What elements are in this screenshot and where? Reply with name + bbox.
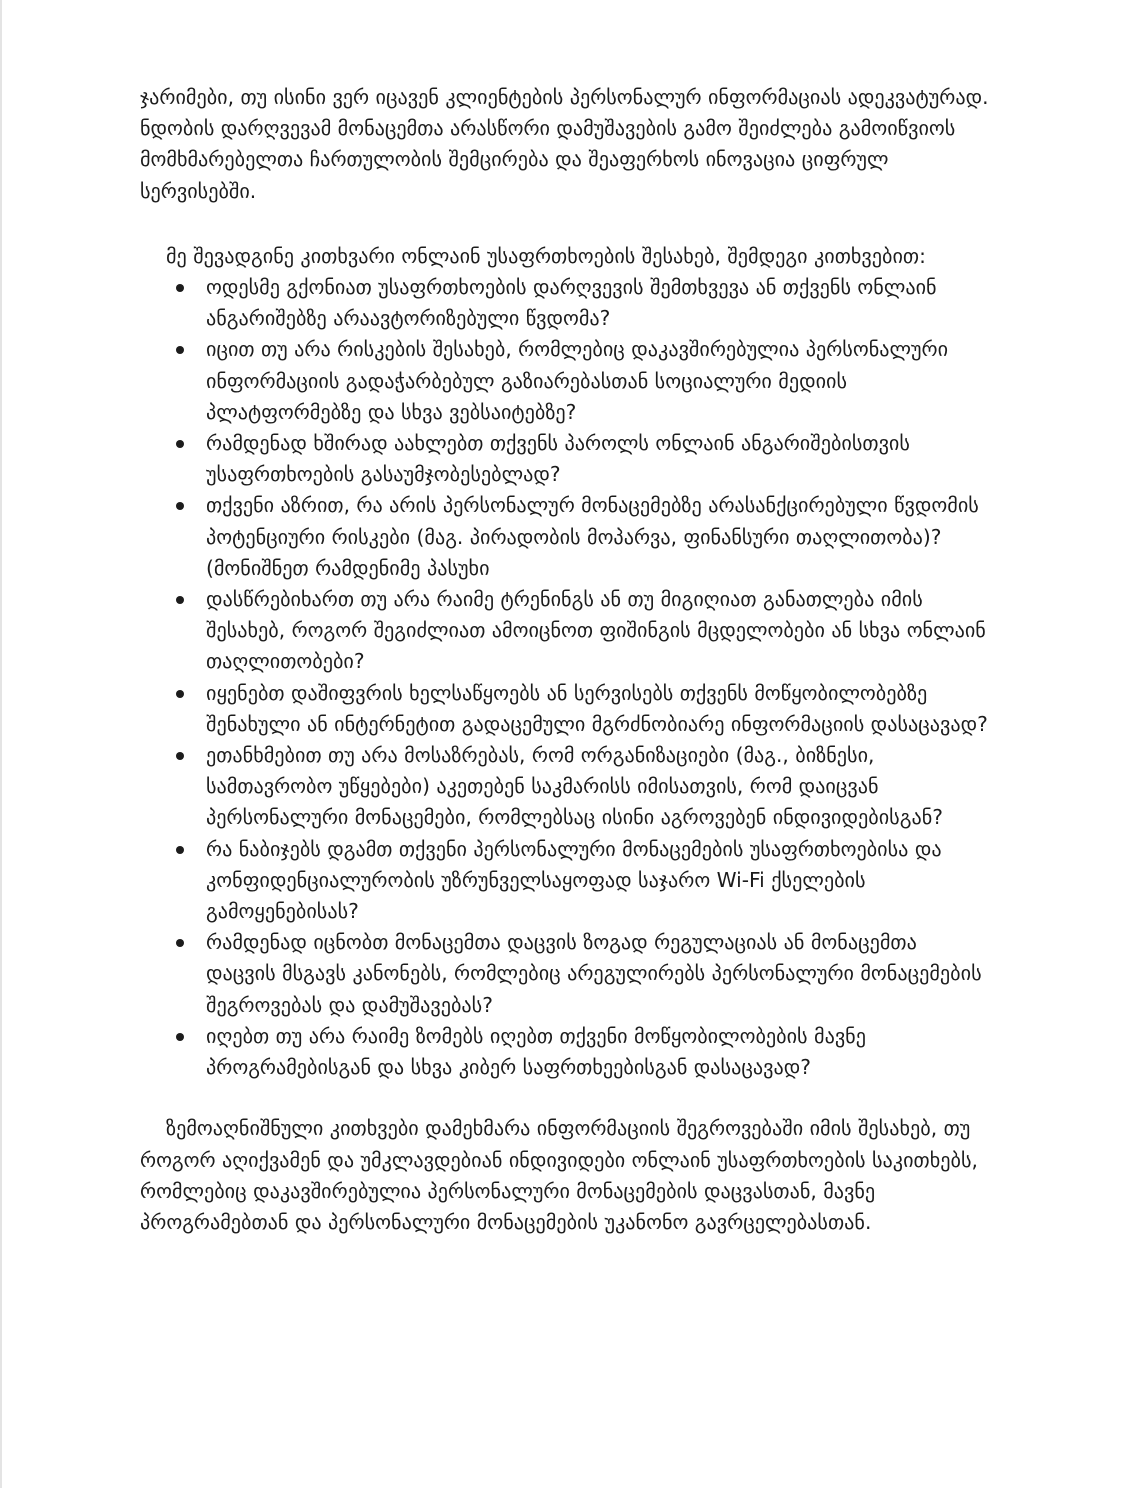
bullet-icon (176, 596, 184, 604)
list-item (140, 334, 990, 428)
list-item (140, 678, 990, 740)
list-item (140, 584, 990, 678)
list-item (140, 428, 990, 490)
list-item (140, 927, 990, 1021)
bullet-icon (176, 502, 184, 510)
question-text: რა ნაბიჯებს დგამთ თქვენი პერსონალური მონაცემების უსაფრთხოებისა და კონფიდენციალურობის უზრუნველსაყოფად საჯარო Wi-Fi ქსელების გამოყენებისას? (206, 836, 942, 924)
bullet-icon (176, 846, 184, 854)
bullet-icon (176, 939, 184, 947)
question-text: იცით თუ არა რისკების შესახებ, რომლებიც დაკავშირებულია პერსონალური ინფორმაციის გადაჭარბებულ გაზიარებასთან სოციალური მედიის პლატფორმებზე და სხვა ვებსაიტებზე? (206, 337, 949, 424)
question-text: იყენებთ დაშიფვრის ხელსაწყოებს ან სერვისებს თქვენს მოწყობილობებზე შენახული ან ინტერნეტით გადაცემული მგრძნობიარე ინფორმაციის დასაცავად? (206, 680, 988, 736)
question-text: თქვენი აზრით, რა არის პერსონალურ მონაცემებზე არასანქცირებული წვდომის პოტენციური რისკები (მაგ. პირადობის მოპარვა, ფინანსური თაღლითობა)? (მონიშნეთ რამდენიმე პასუხი (206, 493, 979, 580)
question-text: დასწრებიხართ თუ არა რაიმე ტრენინგს ან თუ მიგიღიათ განათლება იმის შესახებ, როგორ შეგიძლიათ ამოიცნოთ ფიშინგის მცდელობები ან სხვა ონლაინ თაღლითობები? (206, 587, 986, 674)
bullet-icon (176, 284, 184, 292)
question-text: რამდენად ხშირად აახლებთ თქვენს პაროლს ონლაინ ანგარიშებისთვის უსაფრთხოების გასაუმჯობესებლად? (206, 431, 910, 487)
closing-paragraph: ზემოაღნიშნული კითხვები დამეხმარა ინფორმაციის შეგროვებაში იმის შესახებ, თუ როგორ აღიქვამენ და უმკლავდებიან ინდივიდები ონლაინ უსაფრთხოების საკითხებს, რომლებიც დაკავშირებულია პერსონალური მონაცემების დაცვასთან, მავნე პროგრამებთან და პერსონალური მონაცემების უკანონო გავრცელებასთან. (140, 1116, 978, 1234)
question-text: იღებთ თუ არა რაიმე ზომებს იღებთ თქვენი მოწყობილობების მავნე პროგრამებისგან და სხვა კიბერ საფრთხეებისგან დასაცავად? (206, 1023, 866, 1080)
bullet-icon (176, 752, 184, 760)
list-item (140, 834, 990, 928)
list-item (140, 1021, 990, 1083)
bullet-icon (176, 690, 184, 698)
list-item (140, 272, 990, 334)
question-text: ოდესმე გქონიათ უსაფრთხოების დარღვევის შემთხვევა ან თქვენს ონლაინ ანგარიშებზე არაავტორიზებული წვდომა? (206, 275, 937, 331)
question-text: რამდენად იცნობთ მონაცემთა დაცვის ზოგად რეგულაციას ან მონაცემთა დაცვის მსგავს კანონებს, რომლებიც არეგულირებს პერსონალური მონაცემების შეგროვებას და დამუშავებას? (206, 930, 982, 1017)
questions-list (140, 272, 990, 1083)
bullet-icon (176, 346, 184, 354)
list-item (140, 490, 990, 584)
list-item (140, 740, 990, 834)
bullet-icon (176, 440, 184, 448)
intro-paragraph: ჯარიმები, თუ ისინი ვერ იცავენ კლიენტების პერსონალურ ინფორმაციას ადეკვატურად. ნდობის დარღვევამ მონაცემთა არასწორი დამუშავების გამო შეიძლება გამოიწვიოს მომხმარებელთა ჩართულობის შემცირება და შეაფერხოს ინოვაცია ციფრულ სერვისებში. (140, 85, 989, 203)
question-text: ეთანხმებით თუ არა მოსაზრებას, რომ ორგანიზაციები (მაგ., ბიზნესი, სამთავრობო უწყებები) აკეთებენ საკმარისს იმისათვის, რომ დაიცვან პერსონალური მონაცემები, რომლებსაც ისინი აგროვებენ ინდივიდებისგან? (206, 743, 943, 830)
bullet-icon (176, 1033, 184, 1041)
questions-intro-paragraph: მე შევადგინე კითხვარი ონლაინ უსაფრთხოების შესახებ, შემდეგი კითხვებით: (166, 243, 926, 268)
document-body (140, 82, 990, 1238)
